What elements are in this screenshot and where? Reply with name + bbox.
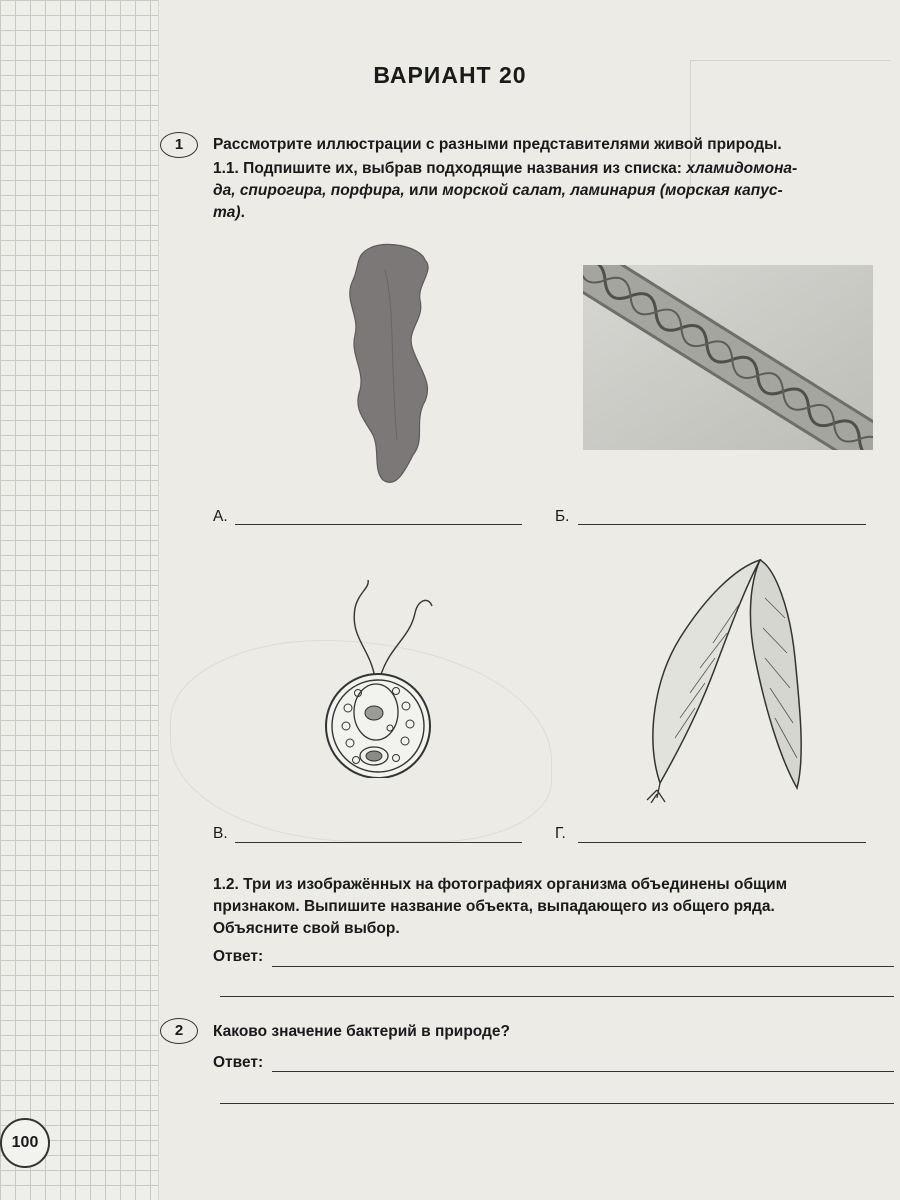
organism-image-c — [310, 578, 440, 778]
answer-line-c[interactable] — [235, 842, 522, 843]
subtask-1-1-instruction: Подпишите их, выбрав подходящие названия из списка: — [243, 160, 682, 177]
organism-image-d — [635, 558, 815, 803]
page-number: 100 — [0, 1118, 50, 1168]
subtask-1-2-line-3: Объясните свой выбор. — [213, 920, 400, 937]
answer-label-1: Ответ: — [213, 948, 264, 965]
variant-title: ВАРИАНТ 20 — [373, 62, 527, 88]
question-1-prompt: Рассмотрите иллюстрации с разными представителями живой природы. — [213, 136, 782, 153]
answer-line-2-1[interactable] — [272, 1071, 894, 1072]
label-c: В. — [213, 825, 228, 842]
subtask-1-2 — [213, 874, 895, 940]
answer-line-1-1[interactable] — [272, 966, 894, 967]
option-list-or: или — [409, 182, 438, 199]
subtask-1-2-number: 1.2. — [213, 876, 239, 893]
label-a: А. — [213, 508, 228, 525]
answer-line-d[interactable] — [578, 842, 866, 843]
option-list-part-4: та) — [213, 204, 241, 221]
answer-line-a[interactable] — [235, 524, 522, 525]
graph-paper-margin — [0, 0, 159, 1200]
option-list-part-3: морской салат, ламинария (морская капус- — [442, 182, 783, 199]
organism-image-b — [583, 265, 873, 450]
label-b: Б. — [555, 508, 570, 525]
question-2-prompt: Каково значение бактерий в природе? — [213, 1023, 510, 1040]
answer-line-b[interactable] — [578, 524, 866, 525]
option-list-part-2: да, спирогира, порфира, — [213, 182, 405, 199]
answer-label-2: Ответ: — [213, 1054, 264, 1071]
option-list-part-1: хламидомона- — [686, 160, 798, 177]
answer-line-1-2[interactable] — [220, 996, 894, 997]
label-d: Г. — [555, 825, 566, 842]
subtask-1-2-line-1: Три из изображённых на фотографиях организма объединены общим — [243, 876, 788, 893]
question-number-1: 1 — [160, 132, 198, 158]
organism-image-a — [325, 240, 455, 490]
subtask-1-1-number: 1.1. — [213, 160, 239, 177]
question-number-2: 2 — [160, 1018, 198, 1044]
subtask-1-2-line-2: признаком. Выпишите название объекта, выпадающего из общего ряда. — [213, 898, 775, 915]
answer-line-2-2[interactable] — [220, 1103, 894, 1104]
subtask-1-1: 1.1. Подпишите их, выбрав подходящие названия из списка: хламидомона- да, спирогира, порфира, или морской салат, ламинария (морская капус- та). — [213, 160, 798, 221]
